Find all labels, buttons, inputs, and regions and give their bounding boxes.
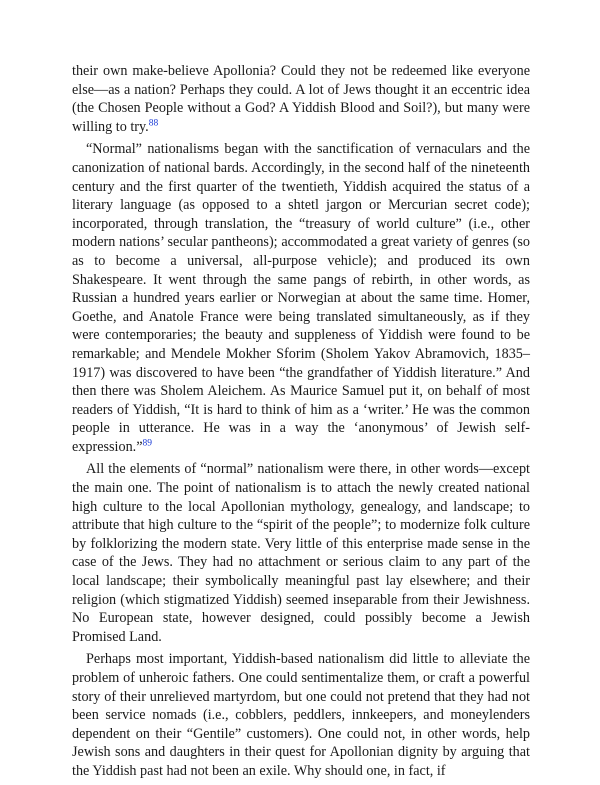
paragraph-4-text: Perhaps most important, Yiddish-based nationalism did little to alleviate the problem of unheroic fathers. One could sentimentalize them, or craft a powerful story of their unrelieved martyrdom, but one could not pretend that they had not been service nomads (i.e., cobblers, peddlers, innkeepers, and moneylenders dependent on their “Gentile” customers). One could not, in other words, help Jewish sons and daughters in their quest for Apollonian dignity by arguing that the Yiddish past had not been an exile. Why should one, in fact, if xyxy=(72,651,530,779)
book-page xyxy=(72,62,530,785)
paragraph-2-text: “Normal” nationalisms began with the sanctification of vernaculars and the canonization of national bards. Accordingly, in the second half of the nineteenth century and the first quarter of the twentieth, Yiddish acquired the status of a literary language (as opposed to a shtetl jargon or Mercurian secret code); incorporated, through translation, the “treasury of world culture” (i.e., other modern nations’ secular pantheons); accommodated a great variety of genres (so as to become a universal, all-purpose vehicle); and produced its own Shakespeare. It went through the same pangs of rebirth, in other words, as Russian a hundred years earlier or Norwegian at about the same time. Homer, Goethe, and Anatole France were being translated simultaneously, as if they were contemporaries; the beauty and suppleness of Yiddish were found to be remarkable; and Mendele Mokher Sforim (Sholem Yakov Abramovich, 1835–1917) was discovered to have been “the grandfather of Yiddish literature.” And then there was Sholem Aleichem. As Maurice Samuel put it, on behalf of most readers of Yiddish, “It is hard to think of him as a ‘writer.’ He was the common people in utterance. He was in a way the ‘anonymous’ of Jewish self-expression.” xyxy=(72,141,530,455)
paragraph-3 xyxy=(72,460,530,646)
paragraph-1-text: their own make-believe Apollonia? Could they not be redeemed like everyone else—as a nation? Perhaps they could. A lot of Jews thought it an eccentric idea (the Chosen People without a God? A Yiddish Blood and Soil?), but many were willing to try. xyxy=(72,63,530,135)
paragraph-4 xyxy=(72,650,530,780)
paragraph-2 xyxy=(72,140,530,456)
paragraph-3-text: All the elements of “normal” nationalism were there, in other words—except the main one. The point of nationalism is to attach the newly created national high culture to the local Apollonian mythology, genealogy, and landscape; to attribute that high culture to the “spirit of the people”; to modernize folk culture by folklorizing the modern state. Very little of this enterprise made sense in the case of the Jews. They had no attachment or serious claim to any part of the local landscape; their symbolically meaningful past lay elsewhere; and their religion (which stigmatized Yiddish) seemed inseparable from their Jewishness. No European state, however designed, could possibly become a Jewish Promised Land. xyxy=(72,461,530,645)
paragraph-1 xyxy=(72,62,530,136)
footnote-ref-89[interactable]: 89 xyxy=(142,438,153,449)
footnote-ref-88[interactable]: 88 xyxy=(148,118,159,129)
